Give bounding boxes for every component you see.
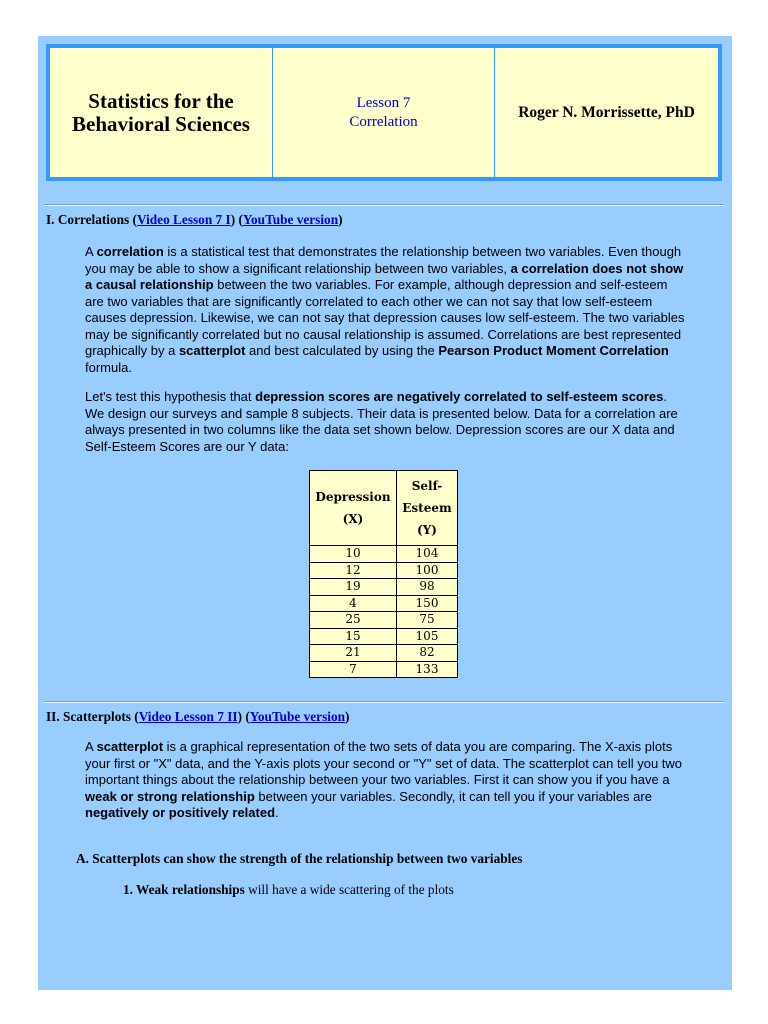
table-row: 21 82	[310, 645, 458, 662]
list-item-weak: 1. Weak relationships will have a wide scattering of the plots	[123, 882, 454, 897]
page-content	[38, 36, 732, 990]
scatterplot-paragraph: A scatterplot is a graphical representation of the two sets of data you are comparing. The X-axis plots your first or "X" data, and the Y-axis plots your second or "Y" set of data. The scatterplot can tell you two important things about the relationship between your two variables. First it can show you if you have a weak or strong relationship between your variables. Secondly, it can tell you if your variables are negatively or positively related.	[85, 739, 683, 820]
author-cell	[495, 48, 718, 177]
heading-text: ) (	[237, 709, 250, 724]
heading-text: II. Scatterplots (	[46, 709, 139, 724]
lesson-cell	[273, 48, 495, 177]
author-name: Roger N. Morrissette, PhD	[518, 103, 695, 121]
table-row: 15 105	[310, 628, 458, 645]
youtube-link[interactable]: YouTube version	[249, 709, 345, 724]
lesson-header	[46, 44, 722, 181]
divider	[44, 701, 724, 703]
hypothesis-paragraph: Let's test this hypothesis that depression scores are negatively correlated to self-esteem scores. We design our surveys and sample 8 subjects. Their data is presented below. Data for a correlation are always presented in two columns like the data set shown below. Depression scores are our X data and Self-Esteem Scores are our Y data:	[85, 389, 678, 454]
heading-text: I. Correlations (	[46, 212, 137, 227]
table-row: 25 75	[310, 612, 458, 629]
divider	[44, 204, 724, 206]
lesson-topic: Correlation	[349, 113, 418, 130]
section-heading-scatterplots	[46, 709, 349, 725]
table-row: 19 98	[310, 579, 458, 596]
subheading-strength: A. Scatterplots can show the strength of the relationship between two variables	[76, 851, 523, 866]
column-header-x: Depression (X)	[310, 471, 397, 546]
heading-text: )	[338, 212, 343, 227]
table-row: 12 100	[310, 562, 458, 579]
video-lesson-link[interactable]: Video Lesson 7 II	[138, 709, 238, 724]
section-heading-correlations	[46, 212, 343, 228]
heading-text: )	[344, 709, 350, 724]
table-row: 4 150	[310, 595, 458, 612]
heading-text: ) (	[230, 212, 243, 227]
table-row: 7 133	[310, 661, 458, 678]
table-row: 10 104	[310, 546, 458, 563]
data-table	[309, 470, 458, 678]
correlation-paragraph: A correlation is a statistical test that demonstrates the relationship between two variables. Even though you may be able to show a significant relationship between two variables, a correlation does not show a causal relationship between the two variables. For example, although depression and self-esteem are two variables that are significantly correlated to each other we can not say that low self-esteem causes depression. Likewise, we can not say that depression causes low self-esteem. The two variables may be significantly correlated but no causal relationship is assumed. Correlations are best represented graphically by a scatterplot and best calculated by using the Pearson Product Moment Correlation formula.	[85, 244, 685, 375]
video-lesson-link[interactable]: Video Lesson 7 I	[136, 212, 231, 227]
course-title-cell	[50, 48, 273, 177]
youtube-link[interactable]: YouTube version	[242, 212, 339, 227]
column-header-y: Self- Esteem (Y)	[397, 471, 458, 546]
course-title: Statistics for the Behavioral Sciences	[72, 88, 250, 136]
lesson-number: Lesson 7	[356, 94, 411, 111]
